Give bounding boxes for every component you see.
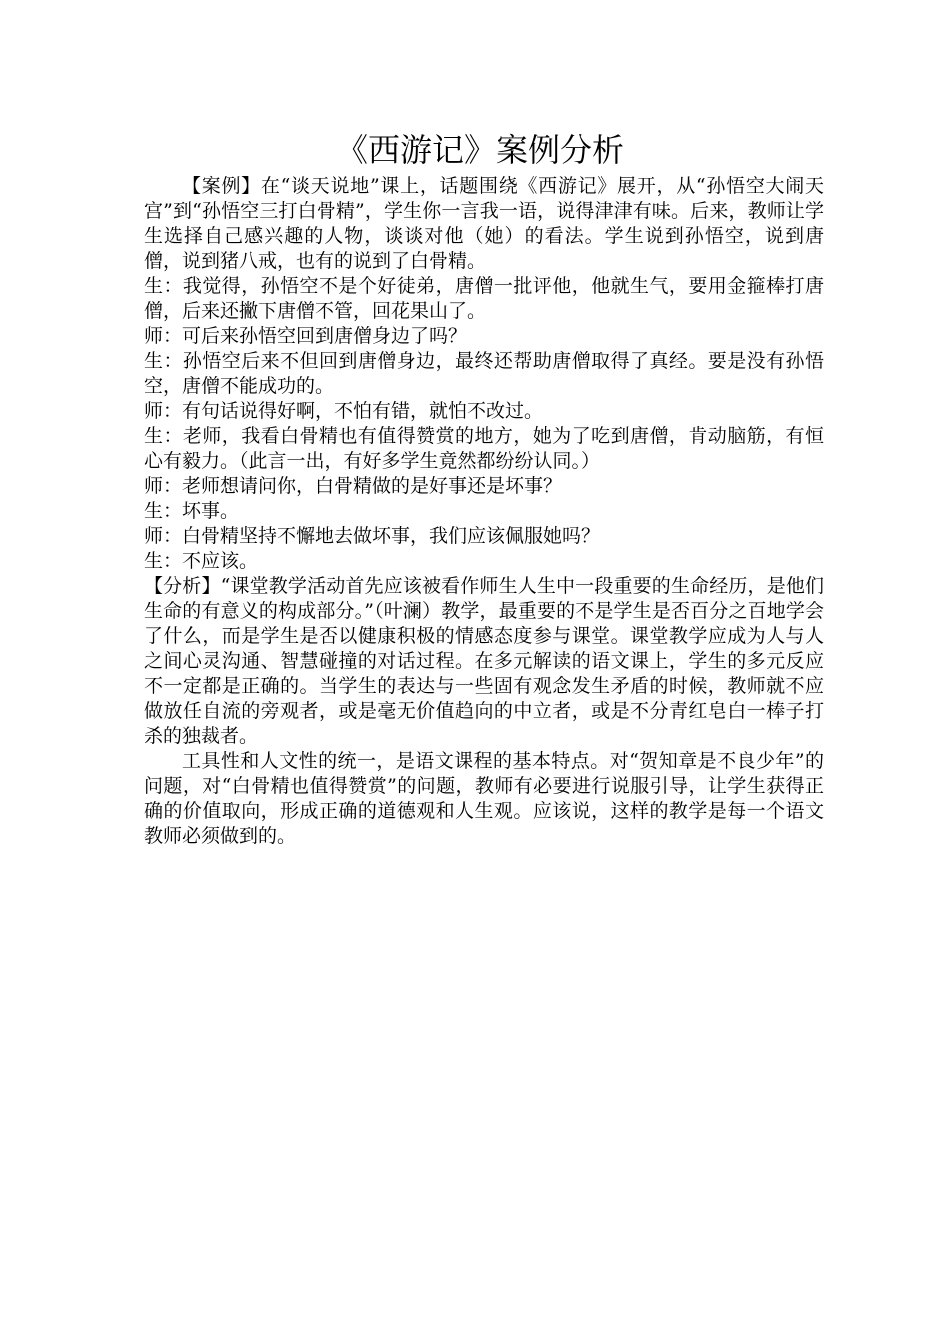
document-body [144, 174, 824, 849]
dialogue-line: 师：白骨精坚持不懈地去做坏事，我们应该佩服她吗？ [144, 525, 601, 547]
dialogue-line: 生：孙悟空后来不但回到唐僧身边，最终还帮助唐僧取得了真经。要是没有孙悟空，唐僧不能成功的。 [144, 350, 824, 397]
case-paragraph: 【案例】在“谈天说地”课上，话题围绕《西游记》展开，从“孙悟空大闹天宫”到“孙悟空三打白骨精”，学生你一言我一语，说得津津有味。后来，教师让学生选择自己感兴趣的人物，谈谈对他（她）的看法。学生说到孙悟空，说到唐僧，说到猪八戒，也有的说到了白骨精。 [144, 175, 824, 272]
analysis-paragraph: 【分析】“课堂教学活动首先应该被看作师生人生中一段重要的生命经历，是他们生命的有意义的构成部分。”（叶澜）教学，最重要的不是学生是否百分之百地学会了什么，而是学生是否以健康积极的情感态度参与课堂。课堂教学应成为人与人之间心灵沟通、智慧碰撞的对话过程。在多元解读的语文课上，学生的多元反应不一定都是正确的。当学生的表达与一些固有观念发生矛盾的时候，教师就不应做放任自流的旁观者，或是毫无价值趋向的中立者，或是不分青红皂白一棒子打杀的独裁者。 [144, 575, 824, 747]
dialogue-line: 生：老师，我看白骨精也有值得赞赏的地方，她为了吃到唐僧，肯动脑筋，有恒心有毅力。（此言一出，有好多学生竟然都纷纷认同。） [144, 425, 824, 472]
dialogue-line: 生：不应该。 [144, 550, 259, 572]
dialogue-line: 师：可后来孙悟空回到唐僧身边了吗？ [144, 325, 468, 347]
dialogue-line: 师：老师想请问你，白骨精做的是好事还是坏事？ [144, 475, 563, 497]
dialogue-line: 生：坏事。 [144, 500, 240, 522]
document-title: 《西游记》案例分析 [335, 131, 624, 169]
conclusion-paragraph: 工具性和人文性的统一，是语文课程的基本特点。对“贺知章是不良少年”的问题，对“白骨精也值得赞赏”的问题，教师有必要进行说服引导，让学生获得正确的价值取向，形成正确的道德观和人生观。应该说，这样的教学是每一个语文教师必须做到的。 [144, 750, 824, 847]
dialogue-line: 师：有句话说得好啊，不怕有错，就怕不改过。 [144, 400, 544, 422]
dialogue-line: 生：我觉得，孙悟空不是个好徒弟，唐僧一批评他，他就生气，要用金箍棒打唐僧，后来还撇下唐僧不管，回花果山了。 [144, 275, 824, 322]
